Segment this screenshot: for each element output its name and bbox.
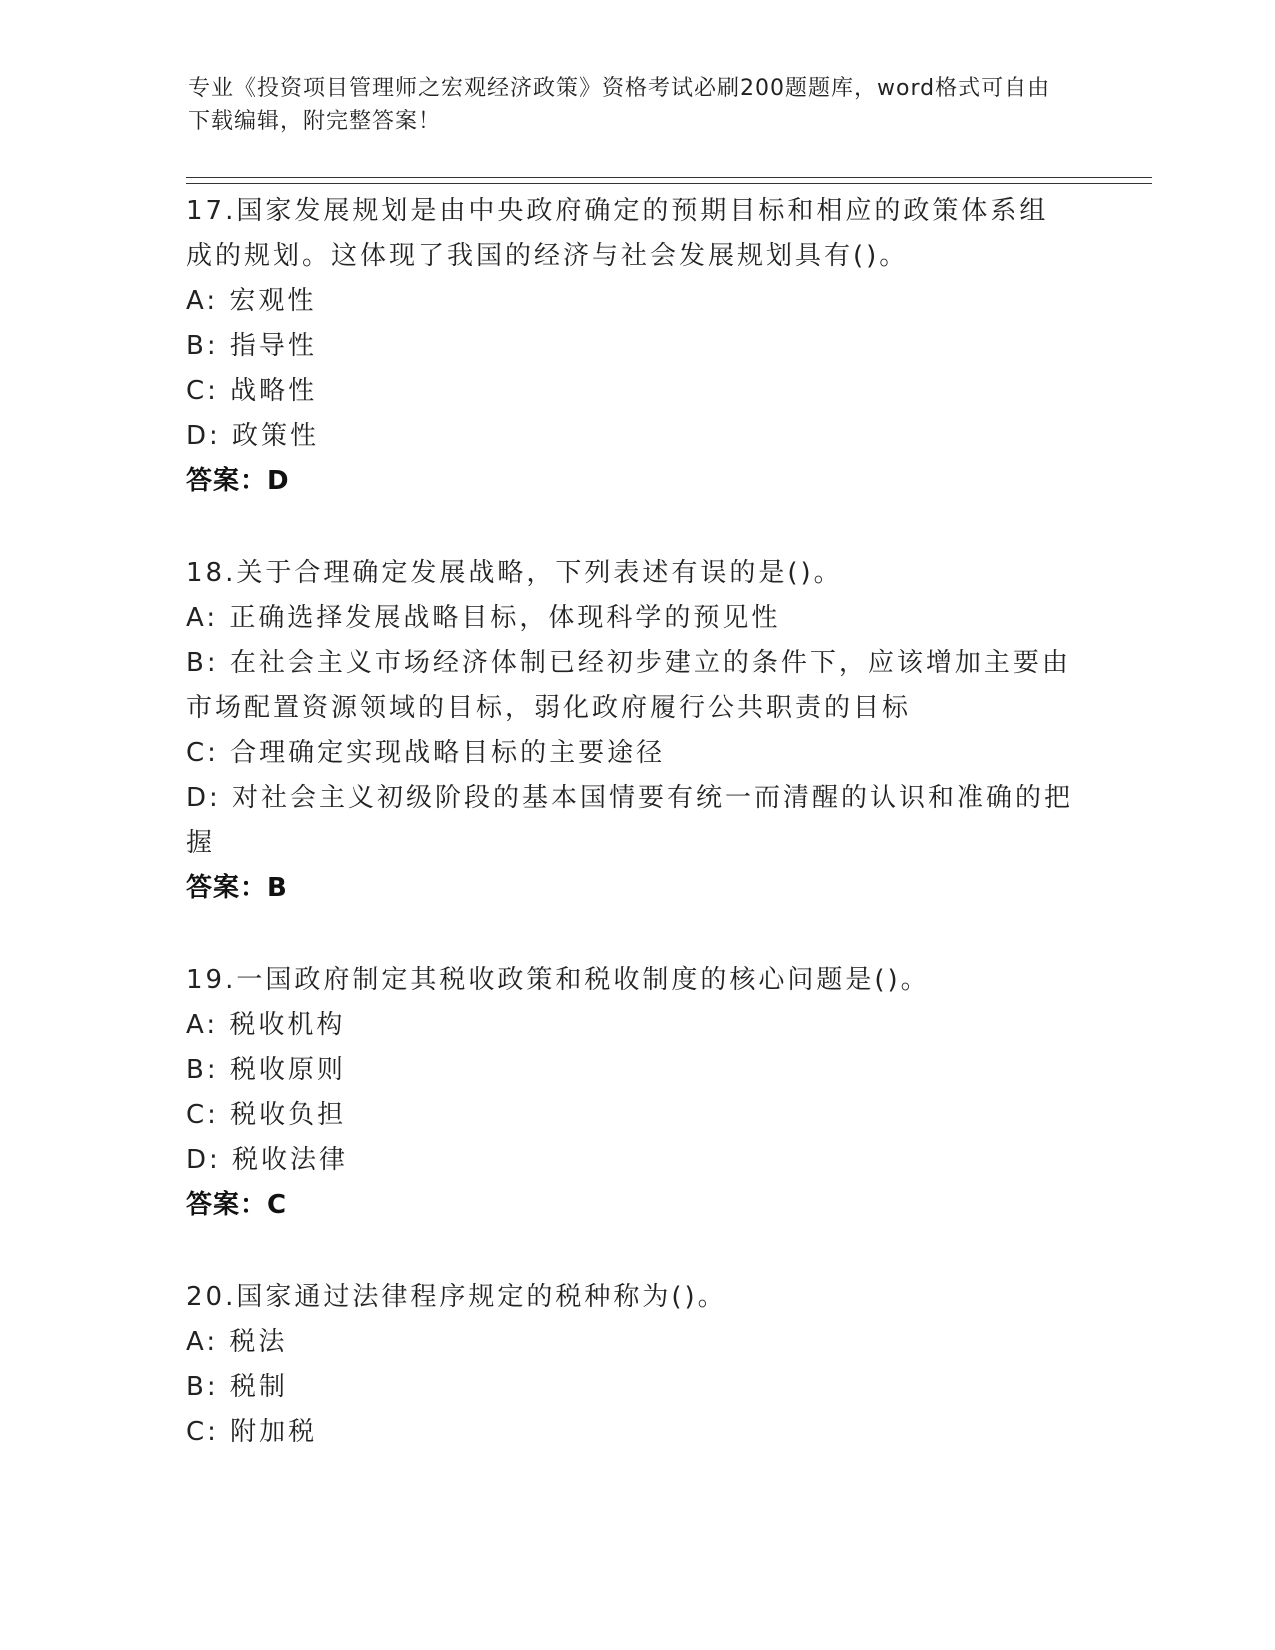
option-d: D: 税收法律 [186,1145,349,1175]
option-c: C: 合理确定实现战略目标的主要途径 [186,738,666,768]
answer-line: 答案：B [186,873,288,903]
option-a: A: 税收机构 [186,1010,346,1040]
option-a: A: 正确选择发展战略目标，体现科学的预见性 [186,603,781,633]
answer-line: 答案：C [186,1190,288,1220]
option-b: B: 在社会主义市场经济体制已经初步建立的条件下，应该增加主要由市场配置资源领域的目标，弱化政府履行公共职责的目标 [186,648,1071,723]
option-c: C: 战略性 [186,376,318,406]
option-a: A: 宏观性 [186,286,317,316]
answer-line: 答案：D [186,466,290,496]
option-b: B: 税收原则 [186,1055,346,1085]
question-stem: 19.一国政府制定其税收政策和税收制度的核心问题是()。 [186,965,930,995]
question-18 [186,551,1076,911]
header-rule-bottom [186,183,1152,184]
option-c: C: 税收负担 [186,1100,347,1130]
option-d: D: 对社会主义初级阶段的基本国情要有统一而清醒的认识和准确的把握 [186,783,1074,858]
question-19 [186,958,1076,1228]
question-stem: 20.国家通过法律程序规定的税种称为()。 [186,1282,727,1312]
option-b: B: 税制 [186,1372,288,1402]
question-stem: 17.国家发展规划是由中央政府确定的预期目标和相应的政策体系组成的规划。这体现了我国的经济与社会发展规划具有()。 [186,196,1049,271]
option-a: A: 税法 [186,1327,288,1357]
option-d: D: 政策性 [186,421,320,451]
question-stem: 18.关于合理确定发展战略，下列表述有误的是()。 [186,558,843,588]
document-header: 专业《投资项目管理师之宏观经济政策》资格考试必刷200题题库，word格式可自由下载编辑，附完整答案！ [188,76,1051,134]
option-c: C: 附加税 [186,1417,318,1447]
question-list [186,189,1076,1455]
question-17 [186,189,1076,504]
option-b: B: 指导性 [186,331,317,361]
header-rule-top [186,177,1152,178]
question-20 [186,1275,1076,1455]
